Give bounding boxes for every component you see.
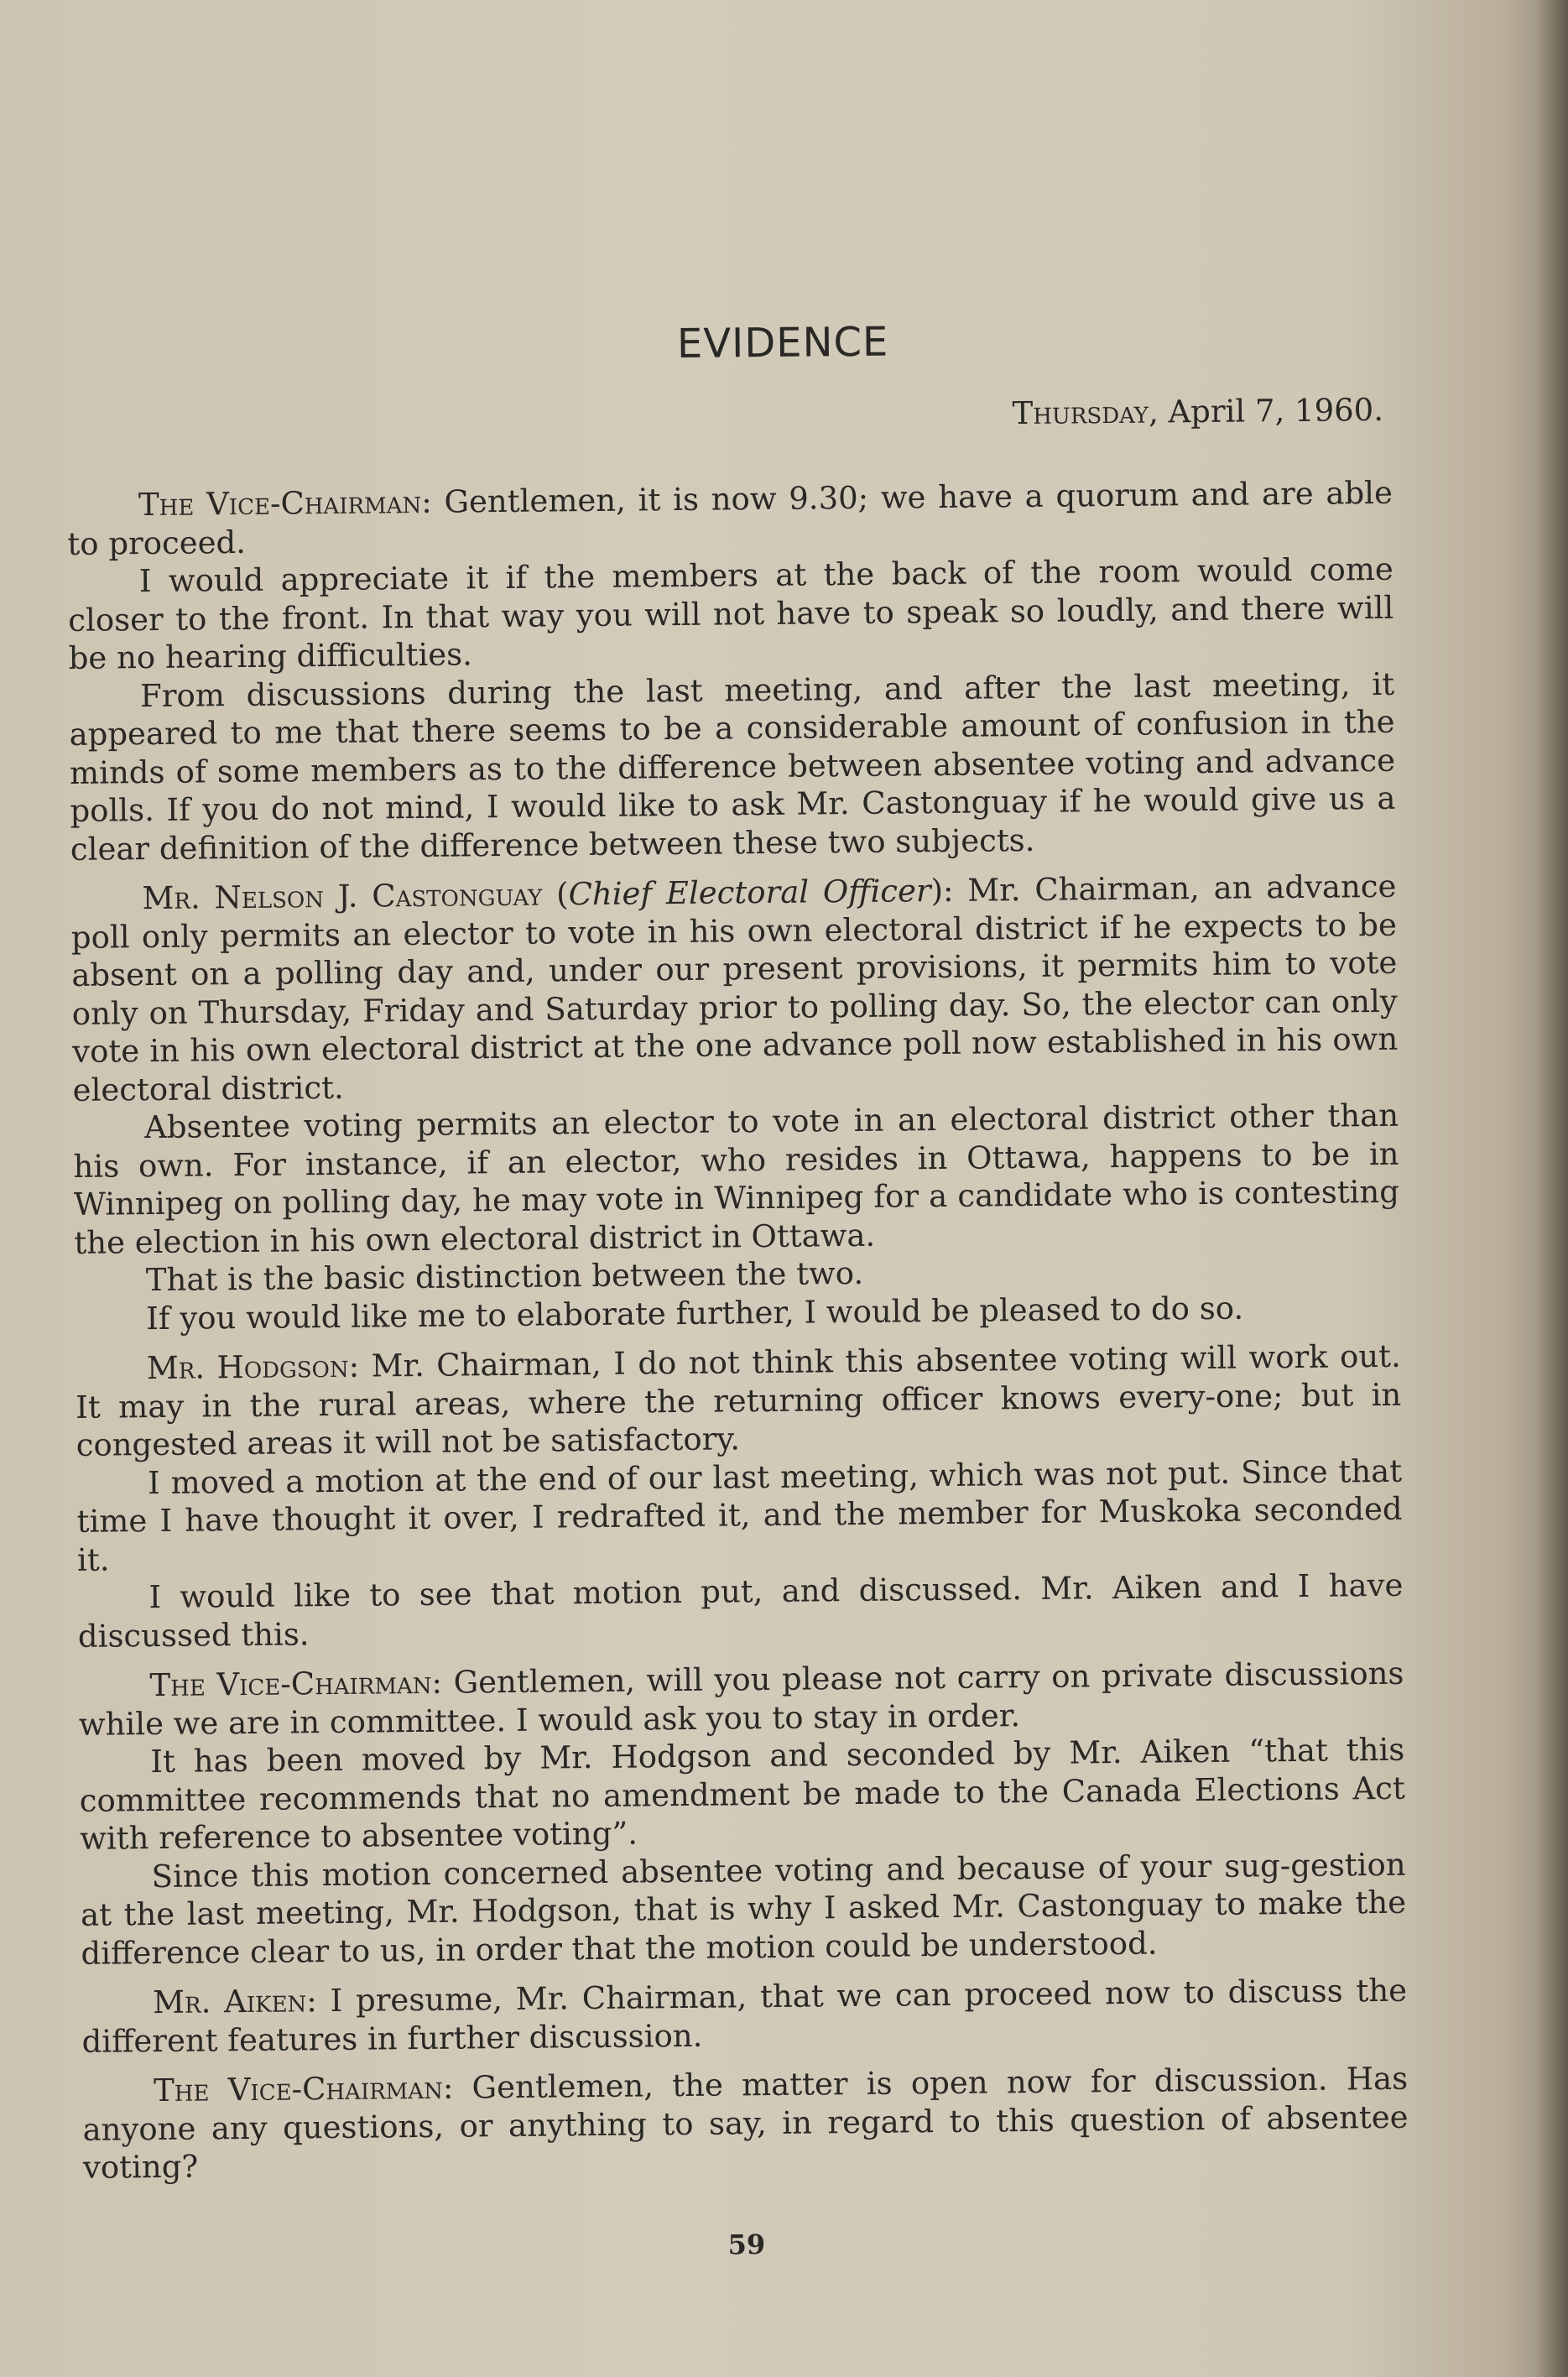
paragraph-text: I moved a motion at the end of our last meeting, which was not put. Since that time I have thought it over, I redrafted it, and the member for Muskoka seconded it. <box>76 1452 1403 1578</box>
paragraph-text: Since this motion concerned absentee voting and because of your sug-gestion at the last meeting, Mr. Hodgson, that is why I asked Mr. Castonguay to make the difference clear to us, in order that the motion could be understood. <box>80 1846 1407 1972</box>
speaker-name: The Vice-Chairman <box>153 2069 444 2109</box>
page-number: 59 <box>727 2228 766 2261</box>
paragraph <box>68 550 1394 678</box>
paragraph-text: That is the basic distinction between the two. <box>145 1254 864 1299</box>
paragraph <box>76 1337 1402 1465</box>
paragraph-text: : Gentlemen, the matter is open now for discussion. Has anyone any questions, or anything to say, in regard to this question of absentee voting? <box>82 2060 1409 2186</box>
paragraph <box>79 1731 1405 1858</box>
date-rest: , April 7, 1960. <box>1148 391 1384 430</box>
book-spine-shadow <box>1534 0 1568 2377</box>
paragraph <box>80 1845 1406 1973</box>
paragraph-text: Absentee voting permits an elector to vote in an electoral district other than his own. For instance, if an elector, who resides in Ottawa, happens to be in Winnipeg on polling day, he may vote in Winnipeg for a candidate who is contesting the election in his own electoral district in Ottawa. <box>73 1097 1400 1261</box>
paragraph-text: : Mr. Chairman, an advance poll only permits an elector to vote in his own electoral district if he expects to be absent on a polling day and, under our present provisions, it permits him to vote only on Thursday, Friday and Saturday prior to polling day. So, the elector can only vote in his own electoral district at the one advance poll now established in his own electoral district. <box>70 868 1399 1108</box>
paragraph <box>67 474 1393 563</box>
speaker-name: Mr. Nelson J. Castonguay <box>142 876 543 917</box>
paragraph <box>69 665 1396 868</box>
page-title: EVIDENCE <box>676 318 889 368</box>
paragraph-text: : Gentlemen, it is now 9.30; we have a quorum and are able to proceed. <box>67 474 1393 562</box>
speaker-name: Mr. Hodgson <box>146 1347 349 1387</box>
paragraph <box>82 2060 1409 2187</box>
paragraph <box>81 1972 1408 2061</box>
paragraph: Mr. Nelson J. Castonguay (Chief Electoral Officer): Mr. Chairman, an advance poll only permits an elector to vote in his own electoral district if he expects to be absent on a polling day and, under our present provisions, it permits him to vote only on Thursday, Friday and Saturday prior to polling day. So, the elector can only vote in his own electoral district at the one advance poll now established in his own electoral district. <box>70 868 1399 1108</box>
speaker-name: Mr. Aiken <box>152 1983 307 2021</box>
paragraph <box>76 1452 1403 1579</box>
paragraph <box>73 1097 1400 1262</box>
paragraph-text: From discussions during the last meeting, and after the last meeting, it appeared to me that there seems to be a considerable amount of confusion in the minds of some members as to the difference between absentee voting and advance polls. If you do not mind, I would like to ask Mr. Castonguay if he would give us a clear definition of the difference between these two subjects. <box>69 665 1396 868</box>
session-date <box>66 390 1392 441</box>
paragraph-text: : I presume, Mr. Chairman, that we can proceed now to discuss the different features in further discussion. <box>81 1972 1408 2060</box>
paragraph-text: : Gentlemen, will you please not carry on private discussions while we are in committee. I would ask you to stay in order. <box>78 1655 1404 1743</box>
paragraph-text: I would like to see that motion put, and discussed. Mr. Aiken and I have discussed this. <box>77 1566 1404 1655</box>
paragraph <box>78 1655 1404 1744</box>
speaker-name: The Vice-Chairman <box>149 1664 432 1704</box>
paragraph-text: : Mr. Chairman, I do not think this absentee voting will work out. It may in the rural areas, where the returning officer knows every-one; but in congested areas it will not be satisfactory. <box>76 1337 1402 1463</box>
speaker-role: Chief Electoral Officer <box>568 873 931 913</box>
paragraph <box>77 1566 1404 1655</box>
speaker-name: The Vice-Chairman <box>138 483 422 524</box>
document-body <box>65 319 1409 2270</box>
date-day: Thursday <box>1012 394 1149 431</box>
paragraph-text: If you would like me to elaborate further, I would be pleased to do so. <box>146 1290 1244 1337</box>
paragraph-text: It has been moved by Mr. Hodgson and seconded by Mr. Aiken “that this committee recommends that no amendment be made to the Canada Elections Act with reference to absentee voting”. <box>79 1731 1405 1857</box>
paragraph-text: I would appreciate it if the members at the back of the room would come closer to the front. In that way you will not have to speak so loudly, and there will be no hearing difficulties. <box>68 550 1394 676</box>
